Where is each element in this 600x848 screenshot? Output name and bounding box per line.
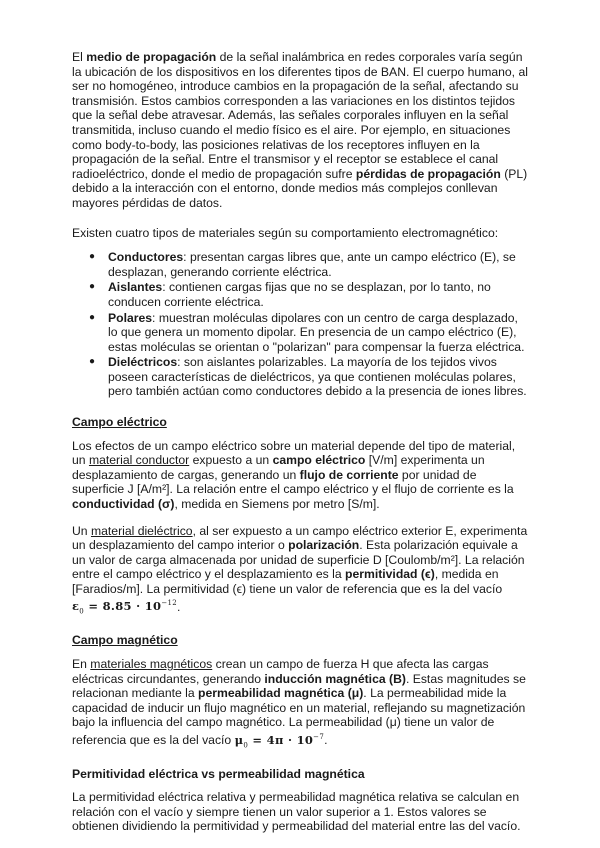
text: , al ser expuesto a un campo eléctrico exterior E, experimenta un desplazamiento del campo interior o bbox=[72, 523, 528, 553]
list-item-desc: : son aislantes polarizables. La mayoría de los tejidos vivos poseen características de dieléctricos, ya que contienen moléculas polares, pero también actúan como conductores debido a la presencia de iones libres. bbox=[108, 355, 527, 399]
eq-value: = 8.85 · 10 bbox=[84, 599, 162, 614]
text: [V/m] experimenta un desplazamiento de cargas, generando un bbox=[72, 453, 485, 482]
term-material-dielectrico: material dieléctrico bbox=[90, 523, 193, 538]
document-body bbox=[72, 50, 530, 834]
eq-subscript: 0 bbox=[243, 741, 249, 749]
eq-exponent: −7 bbox=[313, 732, 325, 741]
heading-permitividad-vs-permeabilidad: Permitividad eléctrica vs permeabilidad magnética bbox=[72, 766, 365, 781]
term-permitividad: permitividad (ϵ) bbox=[345, 567, 435, 582]
term-permeabilidad: permeabilidad magnética (μ) bbox=[198, 686, 364, 701]
eq-exponent: −12 bbox=[161, 599, 178, 608]
list-item-desc: : contienen cargas fijas que no se desplazan, por lo tanto, no conducen corriente eléctrica. bbox=[108, 280, 491, 309]
term-materiales-magneticos: materiales magnéticos bbox=[90, 656, 213, 671]
list-item-term: Conductores bbox=[108, 250, 184, 265]
equation-epsilon0 bbox=[72, 599, 178, 616]
term-flujo-corriente: flujo de corriente bbox=[299, 467, 399, 482]
text: . Esta polarización equivale a un valor de carga almacenada por unidad de superficie D [Coulomb/m²]. La relación entre el campo eléctrico y el desplazamiento es la bbox=[72, 538, 525, 582]
eq-symbol: ε bbox=[72, 599, 80, 614]
eq-symbol: μ bbox=[234, 732, 244, 747]
term-induccion-magnetica: inducción magnética (B) bbox=[264, 671, 406, 686]
text: , medida en Siemens por metro [S/m]. bbox=[174, 497, 380, 512]
text: por unidad de superficie J [A/m²]. La relación entre el campo eléctrico y el flujo de corriente es la bbox=[72, 467, 514, 497]
text: . bbox=[177, 599, 181, 614]
materials-intro: Existen cuatro tipos de materiales según su comportamiento electromagnético: bbox=[72, 225, 499, 240]
list-item-desc: : muestran moléculas dipolares con un centro de carga desplazado, lo que genera un momento dipolar. En presencia de un campo eléctrico (E), estas moléculas se orientan o "polarizan" para compensar la fuerza eléctrica. bbox=[108, 310, 525, 354]
materials-list bbox=[72, 250, 530, 399]
equation-mu0 bbox=[235, 733, 324, 747]
text: En bbox=[72, 656, 91, 671]
list-item bbox=[72, 311, 530, 355]
text: El bbox=[72, 50, 87, 64]
bullet-icon: ● bbox=[89, 281, 96, 293]
text: . bbox=[324, 732, 328, 747]
heading-campo-electrico: Campo eléctrico bbox=[72, 415, 167, 430]
text: expuesto a un bbox=[189, 453, 273, 468]
heading-campo-magnetico: Campo magnético bbox=[72, 633, 178, 648]
term-material-conductor: material conductor bbox=[88, 453, 190, 468]
list-item bbox=[72, 280, 530, 309]
text: . Estas magnitudes se relacionan mediante la bbox=[72, 671, 526, 701]
list-item-desc: : presentan cargas libres que, ante un campo eléctrico (E), se desplazan, generando corriente eléctrica. bbox=[108, 250, 516, 279]
bullet-icon: ● bbox=[89, 311, 96, 323]
text: , medida en [Faradios/m]. La permitividad (ϵ) tiene un valor de referencia que es la del vacío bbox=[72, 567, 503, 596]
text: crean un campo de fuerza H que afecta las cargas eléctricas circundantes, generando bbox=[72, 656, 489, 686]
magnetic-paragraph-1 bbox=[72, 657, 530, 753]
list-item-term: Dieléctricos bbox=[108, 355, 178, 370]
term-medio-propagacion: medio de propagación bbox=[86, 50, 217, 64]
comparison-paragraph: La permitividad eléctrica relativa y permeabilidad magnética relativa se calculan en relación con el vacío y siempre tienen un valor superior a 1. Estos valores se obtienen dividiendo la permitividad y permeabilidad del material entre las del vacío. bbox=[72, 790, 521, 834]
list-item-term: Aislantes bbox=[108, 280, 163, 295]
text: de la señal inalámbrica en redes corporales varía según la ubicación de los dispositivos en los diferentes tipos de BAN. El cuerpo humano, al ser no homogéneo, introduce cambios en la propagación de la señal, afectando su transmisión. Estos cambios corresponden a las variaciones en los distintos tejidos que la señal debe atravesar. Además, las señales corporales influyen en la señal transmitida, incluso cuando el medio físico es el aire. Por ejemplo, en situaciones como body-to-body, las posiciones relativas de los receptores influyen en la propagación de la señal. Entre el transmisor y el receptor se establece el canal radioeléctrico, donde el medio de propagación sufre bbox=[72, 50, 528, 181]
term-polarizacion: polarización bbox=[288, 538, 360, 553]
list-item bbox=[72, 355, 530, 399]
list-item-term: Polares bbox=[108, 310, 153, 325]
bullet-icon: ● bbox=[89, 251, 96, 263]
bullet-icon: ● bbox=[89, 356, 96, 368]
text: . La permeabilidad mide la capacidad de inducir un flujo magnético en un material, reflejando su magnetización bajo la influencia del campo magnético. La permeabilidad (μ) tiene un valor de referencia que es la del vacío bbox=[72, 686, 526, 747]
electric-paragraph-2 bbox=[72, 524, 530, 620]
list-item bbox=[72, 250, 530, 279]
term-conductividad: conductividad (σ) bbox=[72, 497, 175, 512]
text: (PL) debido a la interacción con el entorno, donde medios más complejos conllevan mayores pérdidas de datos. bbox=[72, 166, 528, 210]
electric-paragraph-1 bbox=[72, 439, 530, 512]
term-campo-electrico: campo eléctrico bbox=[272, 453, 366, 468]
text: Un bbox=[72, 523, 91, 538]
eq-subscript: 0 bbox=[79, 607, 85, 616]
text: Los efectos de un campo eléctrico sobre un material depende del tipo de material, un bbox=[72, 438, 516, 468]
eq-value: = 4π · 10 bbox=[248, 732, 314, 747]
intro-paragraph bbox=[72, 50, 530, 211]
term-perdidas-propagacion: pérdidas de propagación bbox=[355, 166, 501, 181]
